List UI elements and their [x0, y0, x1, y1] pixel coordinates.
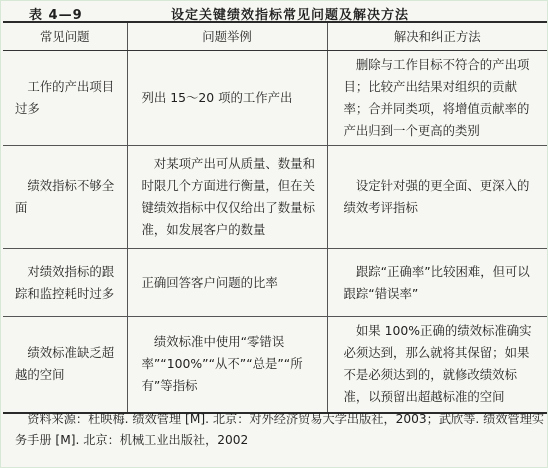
problem-cell	[3, 249, 127, 317]
solution-text: 跟踪“正确率”比较困难，但可以跟踪“错误率”	[343, 263, 530, 301]
table-row	[3, 51, 547, 146]
table-caption	[1, 1, 548, 23]
example-text: 正确回答客户问题的比率	[141, 274, 278, 290]
source-note-text: 资料来源：杜映梅. 绩效管理 [M]. 北京：对外经济贸易大学出版社，2003；武欣等. 绩效管理实务手册 [M]. 北京：机械工业出版社，2002	[15, 412, 545, 447]
example-cell	[127, 146, 327, 249]
table-title: 设定关键绩效指标常见问题及解决方法	[171, 8, 410, 23]
problem-text: 绩效指标不够全面	[15, 178, 115, 215]
solution-text: 如果 100%正确的绩效标准确实必须达到，那么就将其保留；如果不是必须达到的，就修改绩效标准，以预留出超越标准的空间	[343, 323, 532, 405]
example-text: 绩效标准中使用“零错误率”“100%”“从不”“总是”“所有”等指标	[141, 334, 303, 394]
solution-cell	[327, 51, 547, 146]
header-row	[3, 22, 547, 51]
example-text: 对某项产出可从质量、数量和时限几个方面进行衡量，但在关键绩效指标中仅仅给出了数量标准，如发展客户的数量	[141, 156, 315, 237]
solution-cell	[327, 146, 547, 249]
header-solution: 解决和纠正方法	[327, 22, 547, 51]
table-number: 表 4—9	[29, 8, 83, 23]
table-row	[3, 317, 547, 413]
table-row	[3, 249, 547, 317]
solution-text: 删除与工作目标不符合的产出项目；比较产出结果对组织的贡献率；合并同类项，将增值贡献率的产出归到一个更高的类别	[343, 57, 530, 138]
problem-text: 绩效标准缺乏超越的空间	[15, 345, 115, 383]
problem-cell	[3, 51, 127, 146]
table-row	[3, 146, 547, 249]
example-cell	[127, 51, 327, 146]
example-cell	[127, 317, 327, 413]
problem-text: 工作的产出项目过多	[15, 79, 115, 116]
header-problem-example: 问题举例	[127, 22, 327, 51]
solution-cell	[327, 317, 547, 413]
problem-text: 对绩效指标的跟踪和监控耗时过多	[15, 263, 115, 301]
problem-cell	[3, 317, 127, 413]
header-common-problem: 常见问题	[3, 22, 127, 51]
kpi-problems-table	[3, 21, 547, 414]
example-text: 列出 15～20 项的工作产出	[141, 90, 293, 105]
example-cell	[127, 249, 327, 317]
problem-cell	[3, 146, 127, 249]
solution-text: 设定针对强的更全面、更深入的绩效考评指标	[343, 178, 530, 215]
solution-cell	[327, 249, 547, 317]
source-note	[15, 409, 545, 451]
